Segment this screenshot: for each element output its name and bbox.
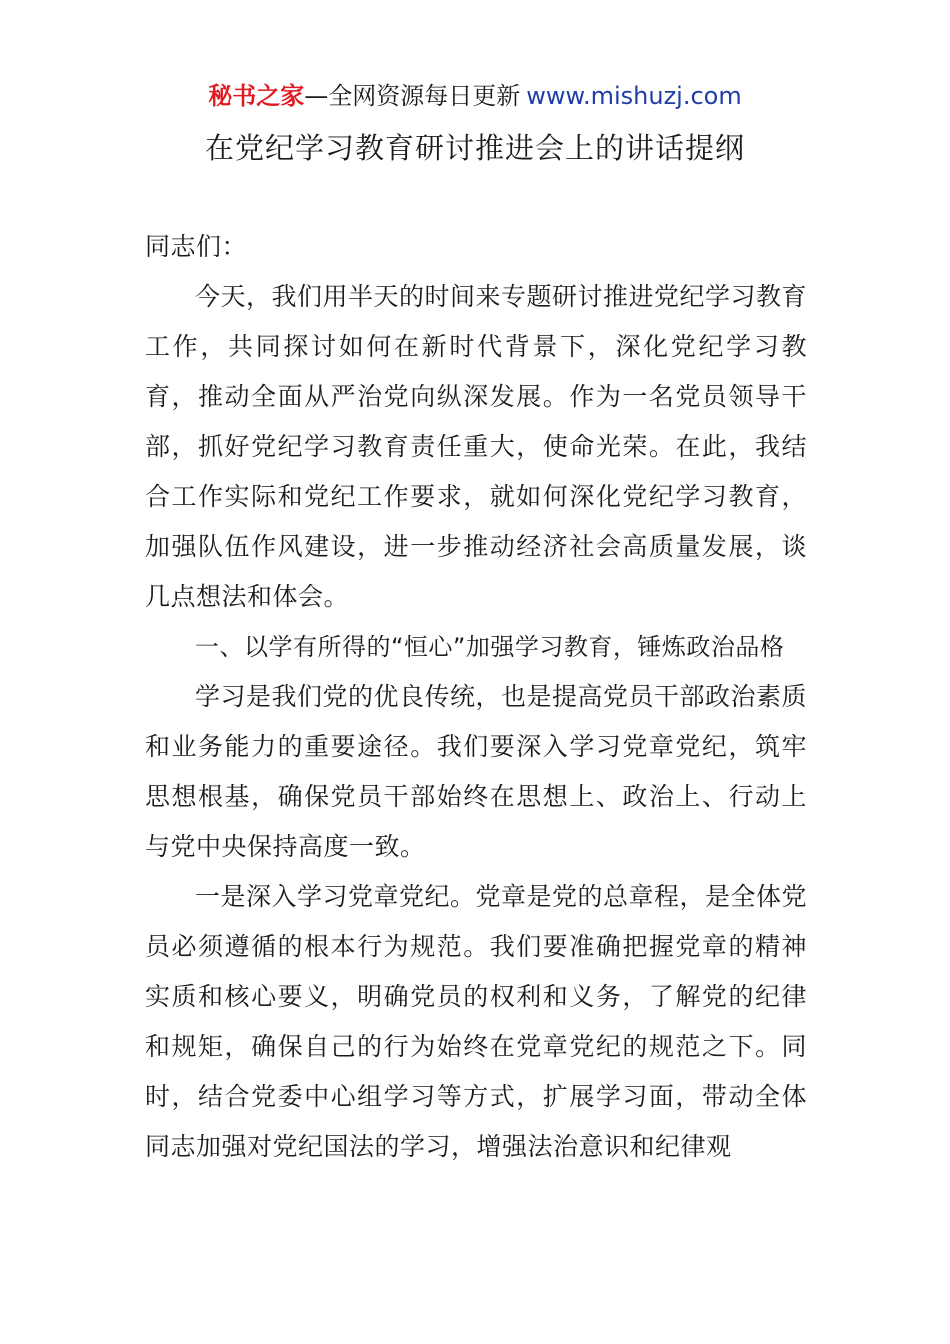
salutation: 同志们： [145, 232, 248, 261]
document-body [145, 222, 807, 1172]
paragraph-section-1-intro: 学习是我们党的优良传统，也是提高党员干部政治素质和业务能力的重要途径。我们要深入学习党章党纪，筑牢思想根基，确保党员干部始终在思想上、政治上、行动上与党中央保持高度一致。 [145, 682, 808, 861]
section-heading-1: 一、以学有所得的“恒心”加强学习教育，锤炼政治品格 [195, 633, 785, 661]
site-url-link[interactable]: www.mishuzj.com [526, 82, 742, 110]
document-title: 在党纪学习教育研讨推进会上的讲话提纲 [204, 131, 745, 165]
site-tagline: —全网资源每日更新 [304, 82, 521, 110]
site-brand: 秘书之家 [208, 82, 305, 110]
site-header [0, 80, 950, 112]
paragraph-point-1: 一是深入学习党章党纪。党章是党的总章程，是全体党员必须遵循的根本行为规范。我们要准确把握党章的精神实质和核心要义，明确党员的权利和义务，了解党的纪律和规矩，确保自己的行为始终在党章党纪的规范之下。同时，结合党委中心组学习等方式，扩展学习面，带动全体同志加强对党纪国法的学习，增强法治意识和纪律观 [145, 882, 808, 1161]
paragraph-intro: 今天，我们用半天的时间来专题研讨推进党纪学习教育工作，共同探讨如何在新时代背景下，深化党纪学习教育，推动全面从严治党向纵深发展。作为一名党员领导干部，抓好党纪学习教育责任重大，使命光荣。在此，我结合工作实际和党纪工作要求，就如何深化党纪学习教育，加强队伍作风建设，进一步推动经济社会高质量发展，谈几点想法和体会。 [145, 282, 808, 611]
